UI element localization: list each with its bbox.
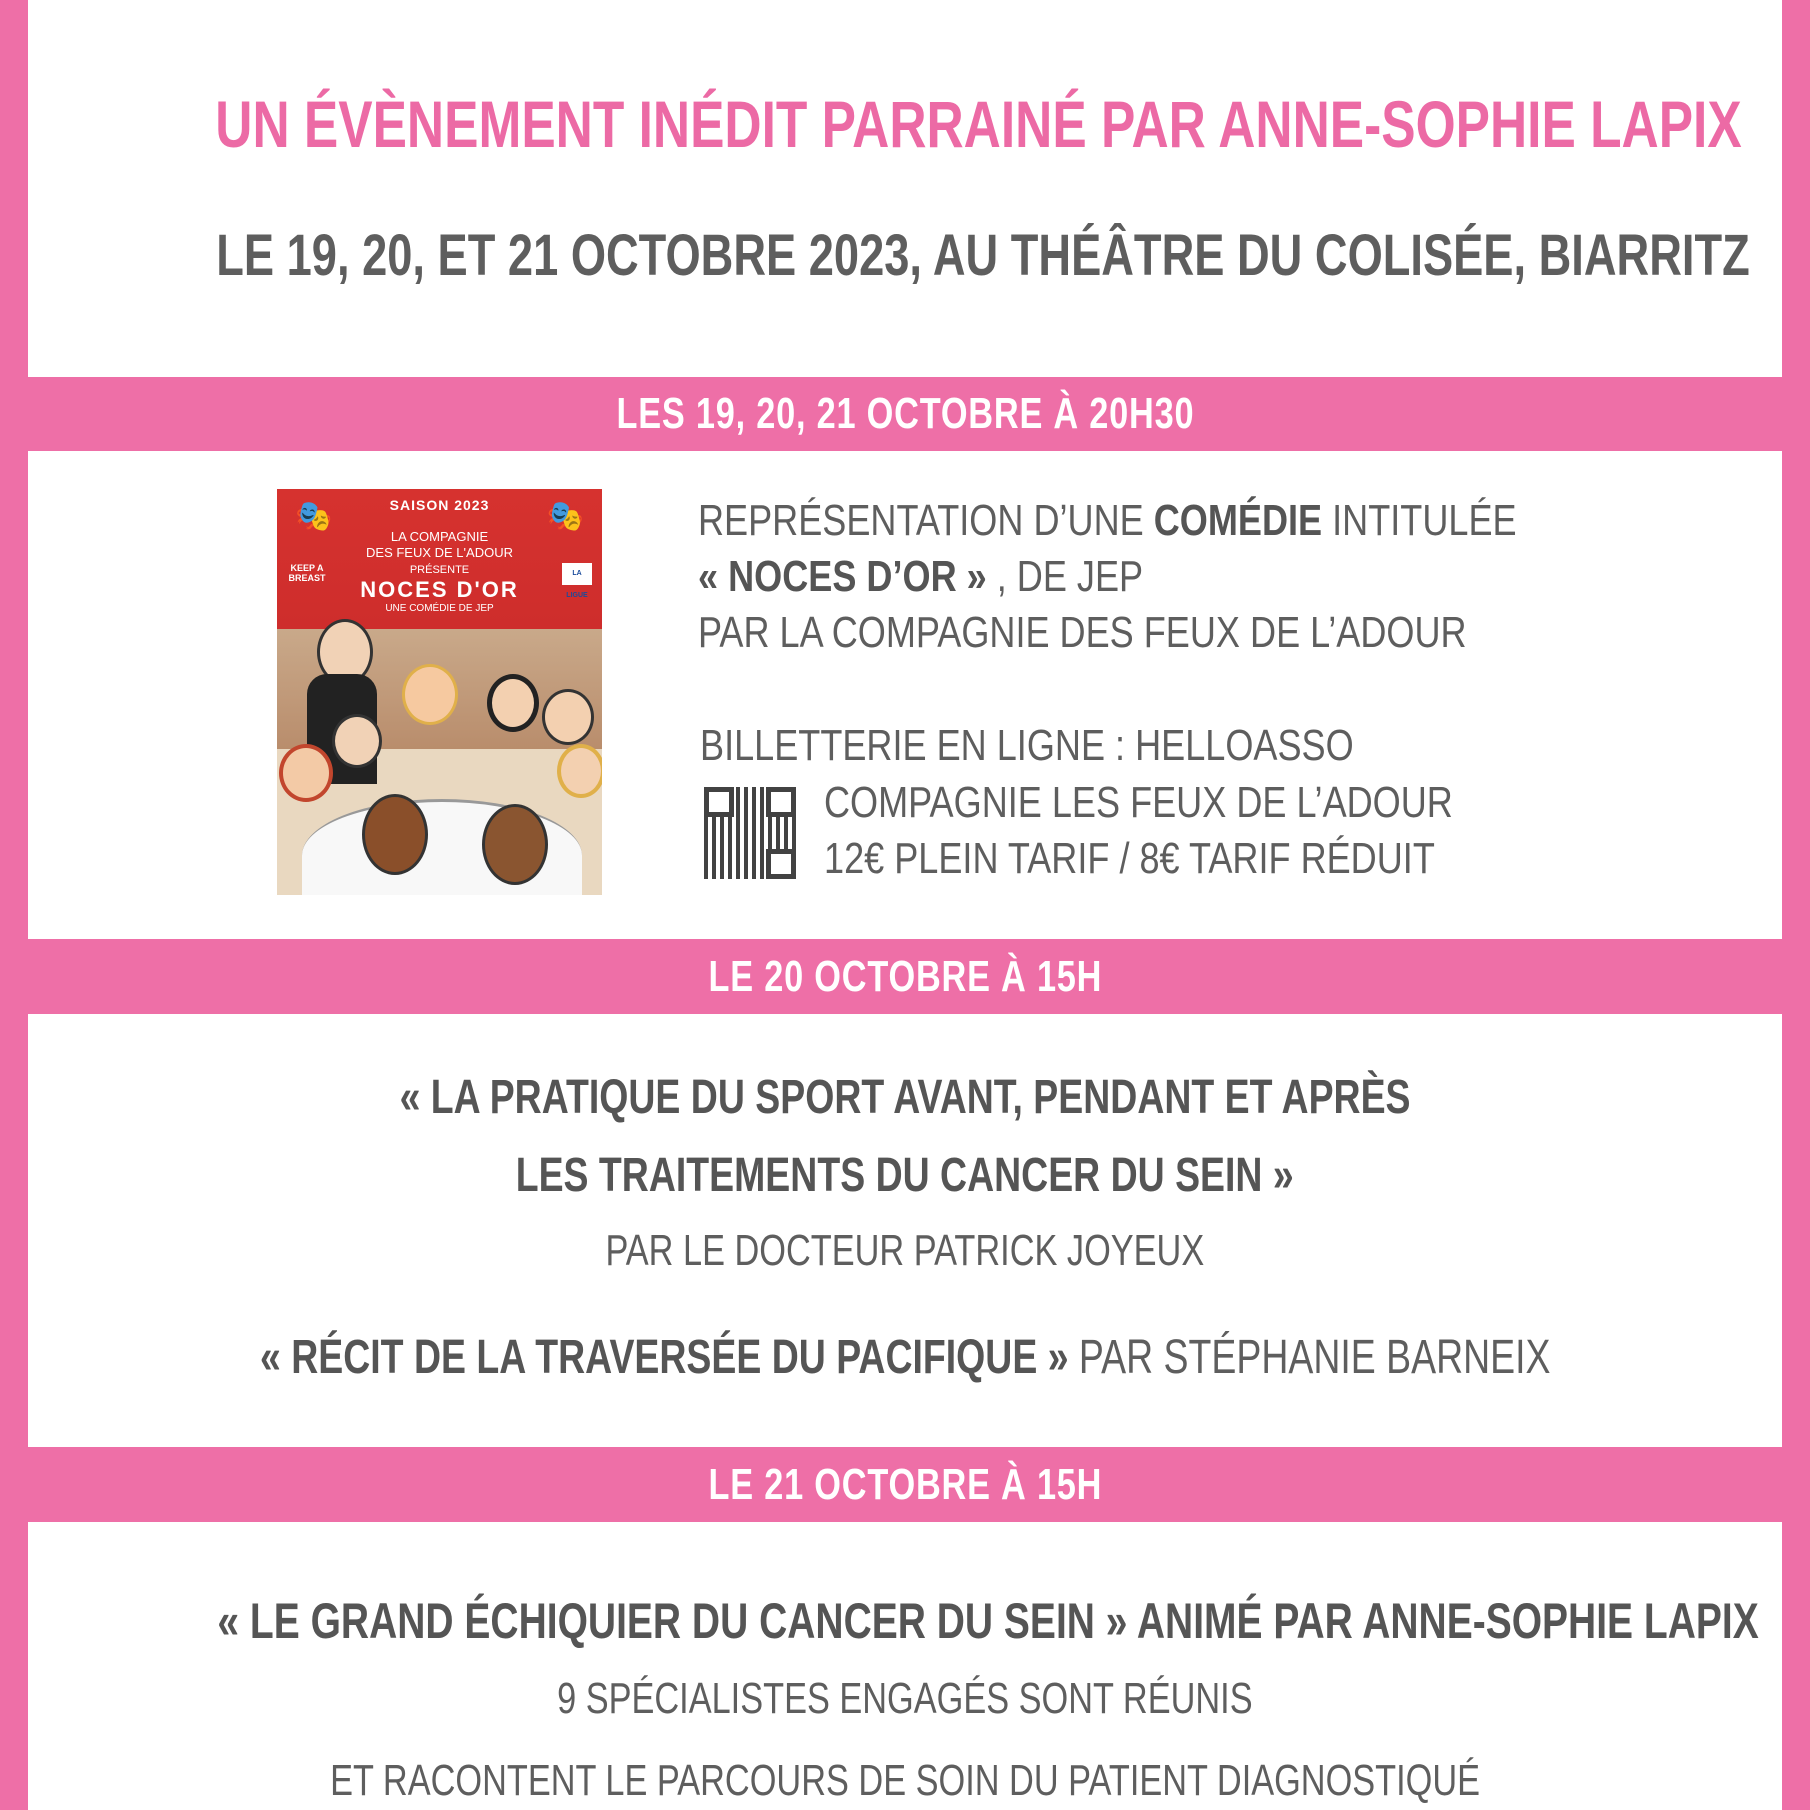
event-dates-venue: LE 19, 20, ET 21 OCTOBRE 2023, AU THÉÂTRE DU COLISÉE, BIARRITZ (216, 223, 1750, 288)
echiquier-line2: 9 SPÉCIALISTES ENGAGÉS SONT RÉUNIS (557, 1674, 1253, 1723)
play-poster (277, 489, 602, 895)
ticketing-info (700, 718, 1497, 774)
echiquier-title: « LE GRAND ÉCHIQUIER DU CANCER DU SEIN » ANIMÉ PAR ANNE-SOPHIE LAPIX (217, 1593, 1759, 1649)
talk1-title-line2: LES TRAITEMENTS DU CANCER DU SEIN » (516, 1149, 1294, 1202)
la-ligue-logo: LA LIGUE (562, 563, 592, 585)
header-panel (28, 0, 1782, 377)
event-title: UN ÉVÈNEMENT INÉDIT PARRAINÉ PAR ANNE-SOPHIE LAPIX (215, 87, 1742, 161)
ticket-price: 12€ PLEIN TARIF / 8€ TARIF RÉDUIT (824, 834, 1435, 883)
echiquier-line3: ET RACONTENT LE PARCOURS DE SOIN DU PATIENT DIAGNOSTIQUÉ (330, 1756, 1480, 1805)
qr-code-icon[interactable] (704, 787, 796, 879)
keep-a-breast-badge: KEEP A BREAST (288, 563, 326, 583)
section-band-oct21: LE 21 OCTOBRE À 15H (708, 1460, 1102, 1509)
poster-company: LA COMPAGNIE DES FEUX DE L'ADOUR (366, 529, 513, 560)
poster-subtitle: UNE COMÉDIE DE JEP (385, 603, 494, 614)
play-line-1: REPRÉSENTATION D’UNE COMÉDIE INTITULÉE (698, 496, 1517, 545)
talk2-speaker: PAR STÉPHANIE BARNEIX (1068, 1331, 1551, 1384)
poster-play-name: NOCES D'OR (360, 577, 519, 602)
talk2-title: « RÉCIT DE LA TRAVERSÉE DU PACIFIQUE » (259, 1331, 1069, 1384)
talk1-speaker: PAR LE DOCTEUR PATRICK JOYEUX (605, 1226, 1205, 1275)
talk2 (0, 1330, 1810, 1385)
talk1-title-line1: « LA PRATIQUE DU SPORT AVANT, PENDANT ET APRÈS (399, 1071, 1411, 1124)
poster-season: SAISON 2023 (389, 497, 490, 513)
theatre-masks-icon: 🎭 (295, 500, 333, 533)
section-band-evening: LES 19, 20, 21 OCTOBRE À 20H30 (616, 389, 1194, 438)
poster-presents: PRÉSENTE (409, 564, 470, 576)
theatre-masks-icon: 🎭 (546, 500, 584, 533)
section-band-oct20: LE 20 OCTOBRE À 15H (708, 952, 1102, 1001)
play-line-2: « NOCES D’OR » , DE JEP (698, 552, 1144, 601)
play-description (698, 493, 1696, 661)
play-line-3: PAR LA COMPAGNIE DES FEUX DE L’ADOUR (698, 608, 1467, 657)
ticket-company: COMPAGNIE LES FEUX DE L’ADOUR (824, 778, 1453, 827)
ticketing-label: BILLETTERIE EN LIGNE : HELLOASSO (700, 721, 1354, 770)
poster-illustration (277, 629, 602, 895)
